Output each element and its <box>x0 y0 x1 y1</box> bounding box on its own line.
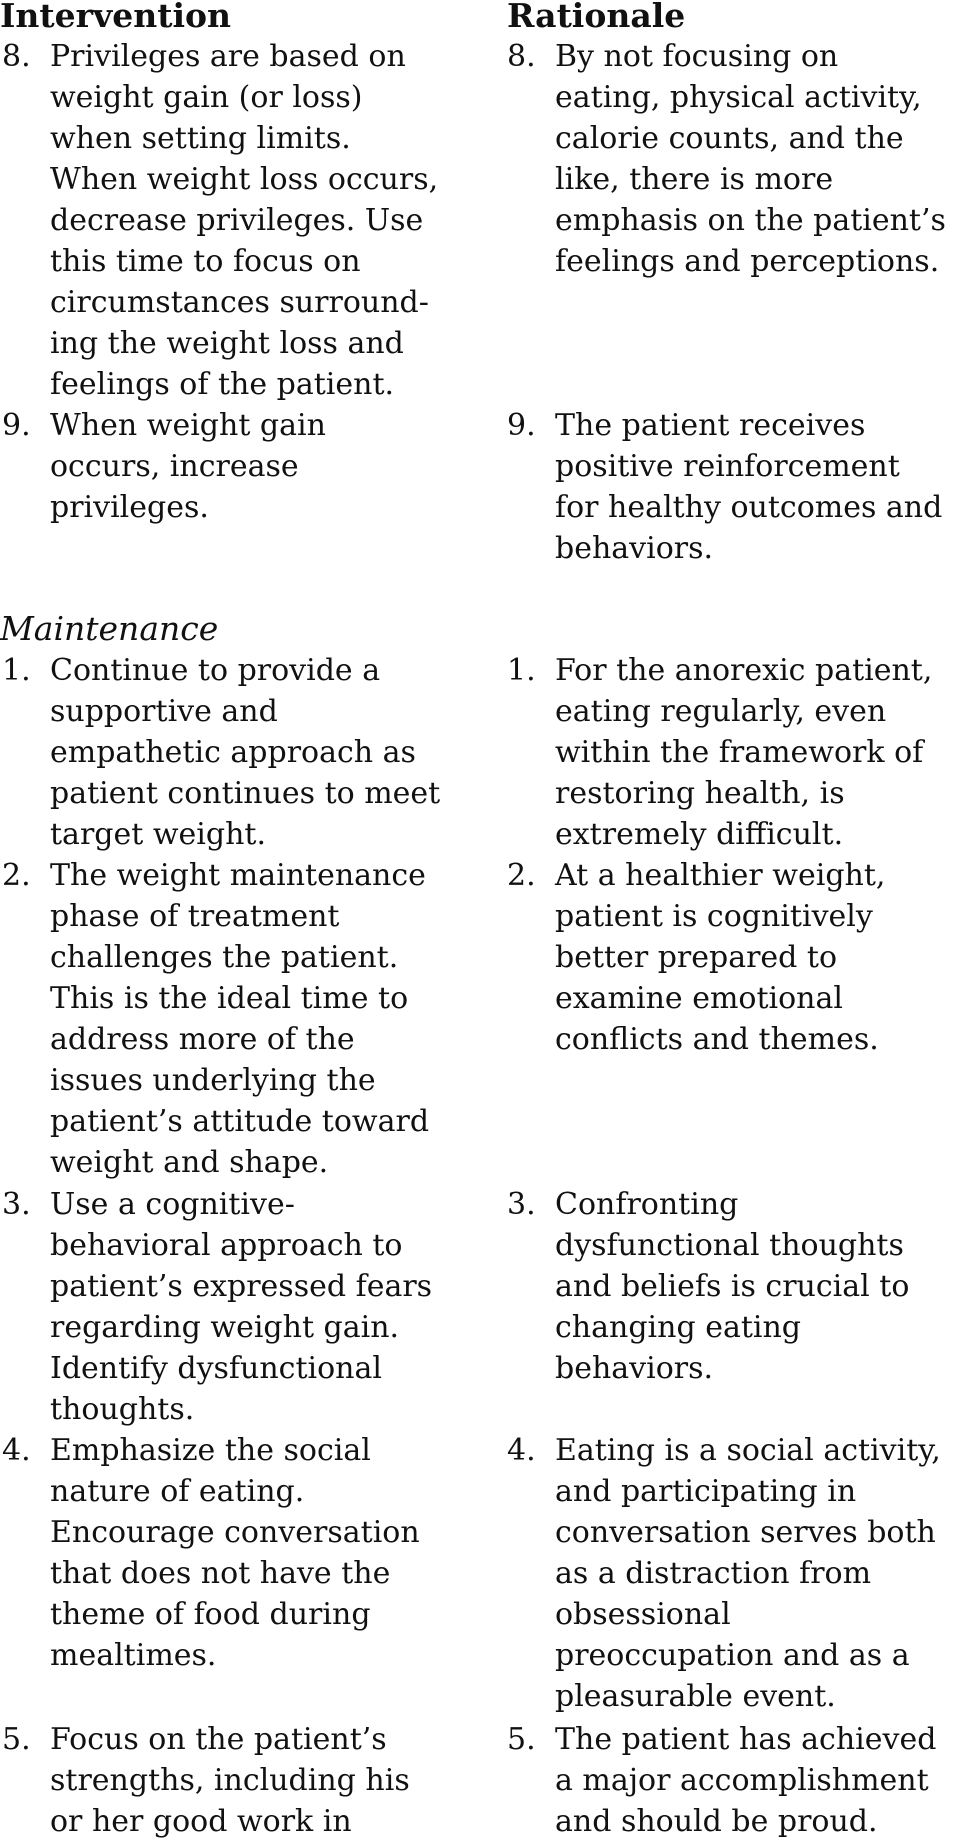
intervention-text: Focus on the patient’s strengths, including his or her good work in <box>50 1722 410 1839</box>
intervention-text: The weight maintenance phase of treatment challenges the patient. This is the ideal time to address more of the issues underlying the patient’s attitude toward weight and shape. <box>50 858 430 1180</box>
rationale-column-header: Rationale <box>507 0 686 35</box>
intervention-number: 8. <box>2 39 31 74</box>
rationale-number: 3. <box>507 1187 536 1222</box>
rationale-number: 4. <box>507 1433 536 1468</box>
intervention-item-9 <box>2 405 472 530</box>
intervention-text: Continue to provide a supportive and empathetic approach as patient continues to meet target weight. <box>50 653 441 852</box>
rationale-text: Eating is a social activity, and participating in conversation serves both as a distraction from obsessional preoccupation and as a pleasurable event. <box>555 1433 941 1714</box>
intervention-text: Emphasize the social nature of eating. Encourage conversation that does not have the theme of food during mealtimes. <box>50 1433 420 1673</box>
intervention-text: Use a cognitive- behavioral approach to patient’s expressed fears regarding weight gain. Identify dysfunctional thoughts. <box>50 1187 433 1427</box>
rationale-number: 5. <box>507 1722 536 1757</box>
rationale-text: By not focusing on eating, physical activity, calorie counts, and the like, there is more emphasis on the patient’s feelings and perceptions. <box>555 39 946 279</box>
rationale-item-9 <box>507 405 962 570</box>
rationale-number: 2. <box>507 858 536 893</box>
maintenance-rationale-item-4 <box>507 1430 962 1720</box>
maintenance-intervention-item-2 <box>2 855 472 1185</box>
rationale-number: 1. <box>507 653 536 688</box>
intervention-text: When weight gain occurs, increase privileges. <box>50 408 326 525</box>
maintenance-intervention-item-4 <box>2 1430 472 1680</box>
intervention-number: 1. <box>2 653 31 688</box>
rationale-item-8 <box>507 36 962 286</box>
maintenance-rationale-item-1 <box>507 650 962 855</box>
maintenance-rationale-item-2 <box>507 855 962 1060</box>
maintenance-intervention-item-3 <box>2 1184 472 1434</box>
maintenance-intervention-item-5 <box>2 1719 472 1844</box>
intervention-number: 4. <box>2 1433 31 1468</box>
maintenance-rationale-item-5 <box>507 1719 962 1844</box>
intervention-text: Privileges are based on weight gain (or loss) when setting limits. When weight loss occurs, decrease privileges. Use this time to focus on circumstances surround- ing the weight loss and feelings of the patient. <box>50 39 439 402</box>
intervention-number: 5. <box>2 1722 31 1757</box>
rationale-text: Confronting dysfunctional thoughts and beliefs is crucial to changing eating behaviors. <box>555 1187 910 1386</box>
intervention-number: 9. <box>2 408 31 443</box>
rationale-number: 9. <box>507 408 536 443</box>
rationale-text: The patient has achieved a major accomplishment and should be proud. <box>555 1722 937 1839</box>
rationale-number: 8. <box>507 39 536 74</box>
rationale-text: The patient receives positive reinforcement for healthy outcomes and behaviors. <box>555 408 943 566</box>
intervention-column-header: Intervention <box>0 0 231 35</box>
rationale-text: For the anorexic patient, eating regularly, even within the framework of restoring health, is extremely difficult. <box>555 653 933 852</box>
maintenance-rationale-item-3 <box>507 1184 962 1389</box>
maintenance-section-heading: Maintenance <box>0 609 219 648</box>
maintenance-intervention-item-1 <box>2 650 472 855</box>
intervention-number: 2. <box>2 858 31 893</box>
intervention-item-8 <box>2 36 472 406</box>
rationale-text: At a healthier weight, patient is cognitively better prepared to examine emotional conflicts and themes. <box>555 858 886 1057</box>
intervention-number: 3. <box>2 1187 31 1222</box>
